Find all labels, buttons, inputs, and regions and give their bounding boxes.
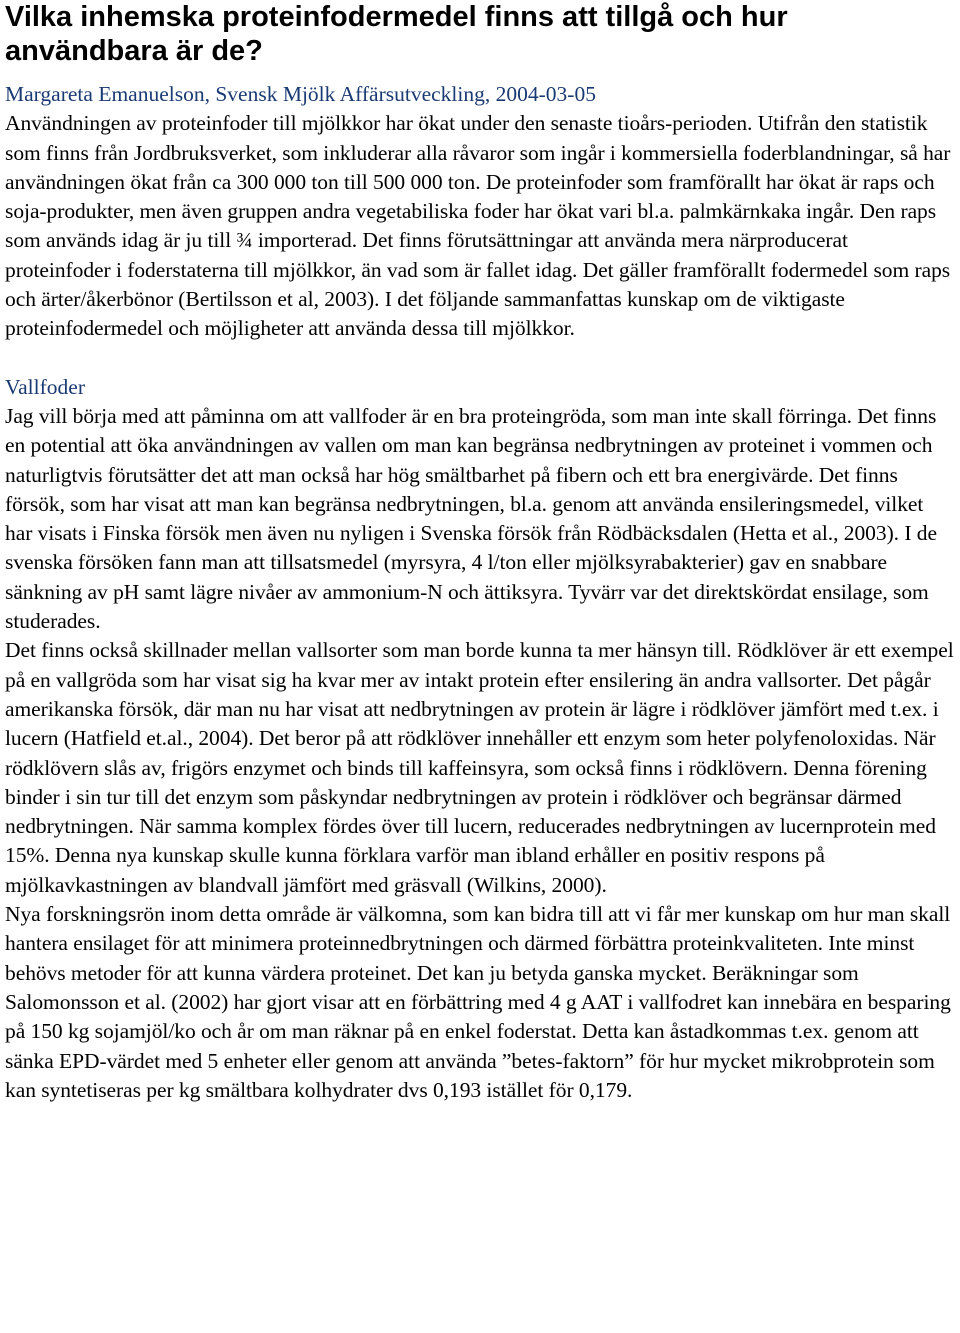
author-byline: Margareta Emanuelson, Svensk Mjölk Affärsutveckling, 2004-03-05 xyxy=(5,82,596,106)
document-title: Vilka inhemska proteinfodermedel finns att tillgå och hur användbara är de? xyxy=(5,1,788,67)
section-heading-vallfoder: Vallfoder xyxy=(5,374,85,399)
intro-paragraph: Användningen av proteinfoder till mjölkkor har ökat under den senaste tioårs-perioden. Utifrån den statistik som finns från Jordbruksverket, som inkluderar alla råvaror som ingår i kommersiella foderblandningar, så har användningen ökat från ca 300 000 ton till 500 000 ton. De proteinfoder som framförallt har ökat är raps och soja-produkter, men även gruppen andra vegetabiliska foder har ökat vari bl.a. palmkärnkaka ingår. Den raps som används idag är ju till ¾ importerad. Det finns förutsättningar att använda mera närproducerat proteinfoder i foderstaterna till mjölkkor, än vad som är fallet idag. Det gäller framförallt fodermedel som raps och ärter/åkerbönor (Bertilsson et al, 2003). I det följande sammanfattas kunskap om de viktigaste proteinfodermedel och möjligheter att använda dessa till mjölkkor. xyxy=(5,111,951,341)
body-paragraph-2: Det finns också skillnader mellan vallsorter som man borde kunna ta mer hänsyn till. Rödklöver är ett exempel på en vallgröda som har visat sig ha kvar mer av intakt protein efter ensilering än andra vallsorter. Det pågår amerikanska försök, där man nu har visat att nedbrytningen av protein är lägre i rödklöver jämfört med t.ex. i lucern (Hatfield et.al., 2004). Det beror på att rödklöver innehåller ett enzym som heter polyfenoloxidas. När rödklövern slås av, frigörs enzymet och binds till kaffeinsyra, som också finns i rödklövern. Denna förening binder i sin tur till det enzym som påskyndar nedbrytningen av protein i rödklöver och begränsar därmed nedbrytningen. När samma komplex fördes över till lucern, reducerades nedbrytningen av lucernprotein med 15%. Denna nya kunskap skulle kunna förklara varför man ibland erhåller en positiv respons på mjölkavkastningen av blandvall jämfört med gräsvall (Wilkins, 2000). xyxy=(5,638,954,897)
body-paragraph-1: Jag vill börja med att påminna om att vallfoder är en bra proteingröda, som man inte skall förringa. Det finns en potential att öka användningen av vallen om man kan begränsa nedbrytningen av proteinet i vommen och naturligtvis förutsätter det att man också har hög smältbarhet på fibern och ett bra energivärde. Det finns försök, som har visat att man kan begränsa nedbrytningen, bl.a. genom att använda ensileringsmedel, vilket har visats i Finska försök men även nu nyligen i Svenska försök från Rödbäcksdalen (Hetta et al., 2003). I de svenska försöken fann man att tillsatsmedel (myrsyra, 4 l/ton eller mjölksyrabakterier) gav en snabbare sänkning av pH samt lägre nivåer av ammonium-N och ättiksyra. Tyvärr var det direktskördat ensilage, som studerades. xyxy=(5,403,937,634)
body-paragraph-3: Nya forskningsrön inom detta område är välkomna, som kan bidra till att vi får mer kunskap om hur man skall hantera ensilaget för att minimera proteinnedbrytningen och därmed förbättra proteinkvaliteten. Inte minst behövs metoder för att kunna värdera proteinet. Det kan ju betyda ganska mycket. Beräkningar som Salomonsson et al. (2002) har gjort visar att en förbättring med 4 g AAT i vallfodret kan innebära en besparing på 150 kg sojamjöl/ko och år om man räknar på en enkel foderstat. Detta kan åstadkommas t.ex. genom att sänka EPD-värdet med 5 enheter eller genom att använda ”betes-faktorn” för hur mycket mikrobprotein som kan syntetiseras per kg smältbara kolhydrater dvs 0,193 istället för 0,179. xyxy=(5,902,951,1102)
